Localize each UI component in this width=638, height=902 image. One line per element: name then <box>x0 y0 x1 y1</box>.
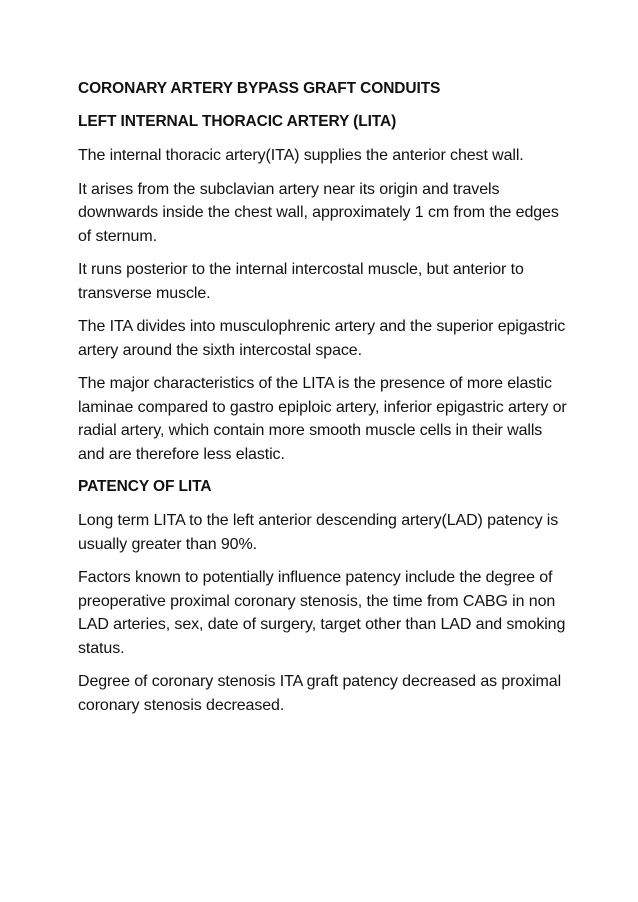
paragraph: Degree of coronary stenosis ITA graft patency decreased as proximal coronary stenosis decreased. <box>78 673 562 714</box>
document-page <box>78 78 568 727</box>
paragraph: It arises from the subclavian artery near its origin and travels downwards inside the chest wall, approximately 1 cm from the edges of sternum. <box>78 180 559 245</box>
paragraph: The internal thoracic artery(ITA) supplies the anterior chest wall. <box>78 147 524 164</box>
section-heading-patency: PATENCY OF LITA <box>78 478 212 495</box>
paragraph: It runs posterior to the internal intercostal muscle, but anterior to transverse muscle. <box>78 261 524 302</box>
paragraph: Factors known to potentially influence patency include the degree of preoperative proximal coronary stenosis, the time from CABG in non LAD arteries, sex, date of surgery, target other than LAD and smoking status. <box>78 569 566 657</box>
section-heading-lita: LEFT INTERNAL THORACIC ARTERY (LITA) <box>78 113 397 130</box>
paragraph: Long term LITA to the left anterior descending artery(LAD) patency is usually greater than 90%. <box>78 512 559 553</box>
document-title: CORONARY ARTERY BYPASS GRAFT CONDUITS <box>78 80 441 97</box>
paragraph: The major characteristics of the LITA is the presence of more elastic laminae compared to gastro epiploic artery, inferior epigastric artery or radial artery, which contain more smooth muscle cells in their walls and are therefore less elastic. <box>78 375 567 463</box>
paragraph: The ITA divides into musculophrenic artery and the superior epigastric artery around the sixth intercostal space. <box>78 318 566 359</box>
